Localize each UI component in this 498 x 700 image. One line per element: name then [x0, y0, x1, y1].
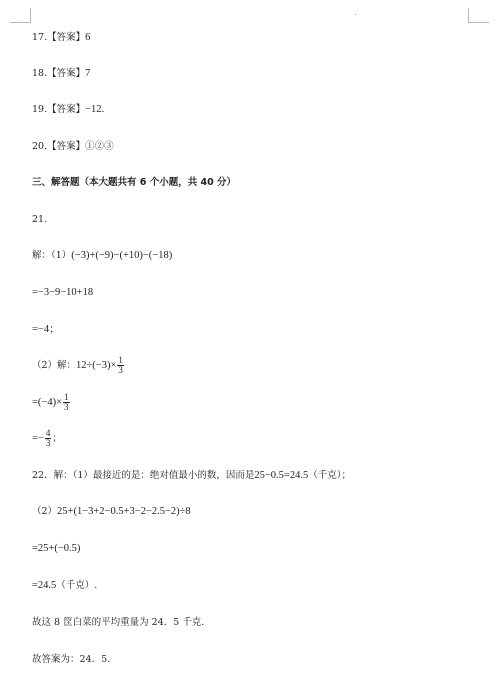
page-dot: [355, 14, 356, 15]
page-corner-mark-right: [468, 8, 489, 23]
q22-step1: =25+(−0.5): [32, 543, 81, 554]
q21-part2: （2）解：12÷(−3)× $\frac{1}{3}$: [32, 355, 123, 375]
section-heading: 三、解答题（本大题共有 6 个小题，共 40 分）: [32, 177, 237, 188]
q21-step2: =−4；: [32, 324, 60, 335]
fraction-four-thirds: $\frac{4}{3}$: [45, 428, 51, 448]
q21-step1: =−3−9−10+18: [32, 287, 94, 298]
answer-17: 17.【答案】6: [32, 32, 91, 43]
q21-number: 21.: [32, 214, 48, 225]
page-corner-mark-left: [10, 8, 31, 23]
q22-part2: （2）25+(1−3+2−0.5+3−2−2.5−2)÷8: [32, 506, 191, 517]
fraction-one-third: $\frac{1}{3}$: [118, 355, 123, 375]
q21-step3: =(−4)× $\frac{1}{3}$: [32, 392, 69, 412]
q21-part1: 解：（1）(−3)+(−9)−(+10)−(−18): [32, 250, 173, 261]
fraction-one-third-b: $\frac{1}{3}$: [64, 392, 69, 412]
q22-conclusion: 故这 8 筐白菜的平均重量为 24．5 千克.: [32, 617, 205, 628]
answer-20: 20.【答案】①②③: [32, 141, 114, 152]
q21-step4: =− $\frac{4}{3}$ ；: [32, 428, 62, 448]
answer-19: 19.【答案】−12.: [32, 104, 105, 115]
q22-part1: 22．解：（1）最接近的是：绝对值最小的数，因而是25−0.5=24.5（千克）；: [32, 470, 351, 481]
q22-final-answer: 故答案为：24．5.: [32, 654, 111, 665]
answer-18: 18.【答案】7: [32, 68, 91, 79]
q22-step2: =24.5（千克）.: [32, 580, 98, 591]
